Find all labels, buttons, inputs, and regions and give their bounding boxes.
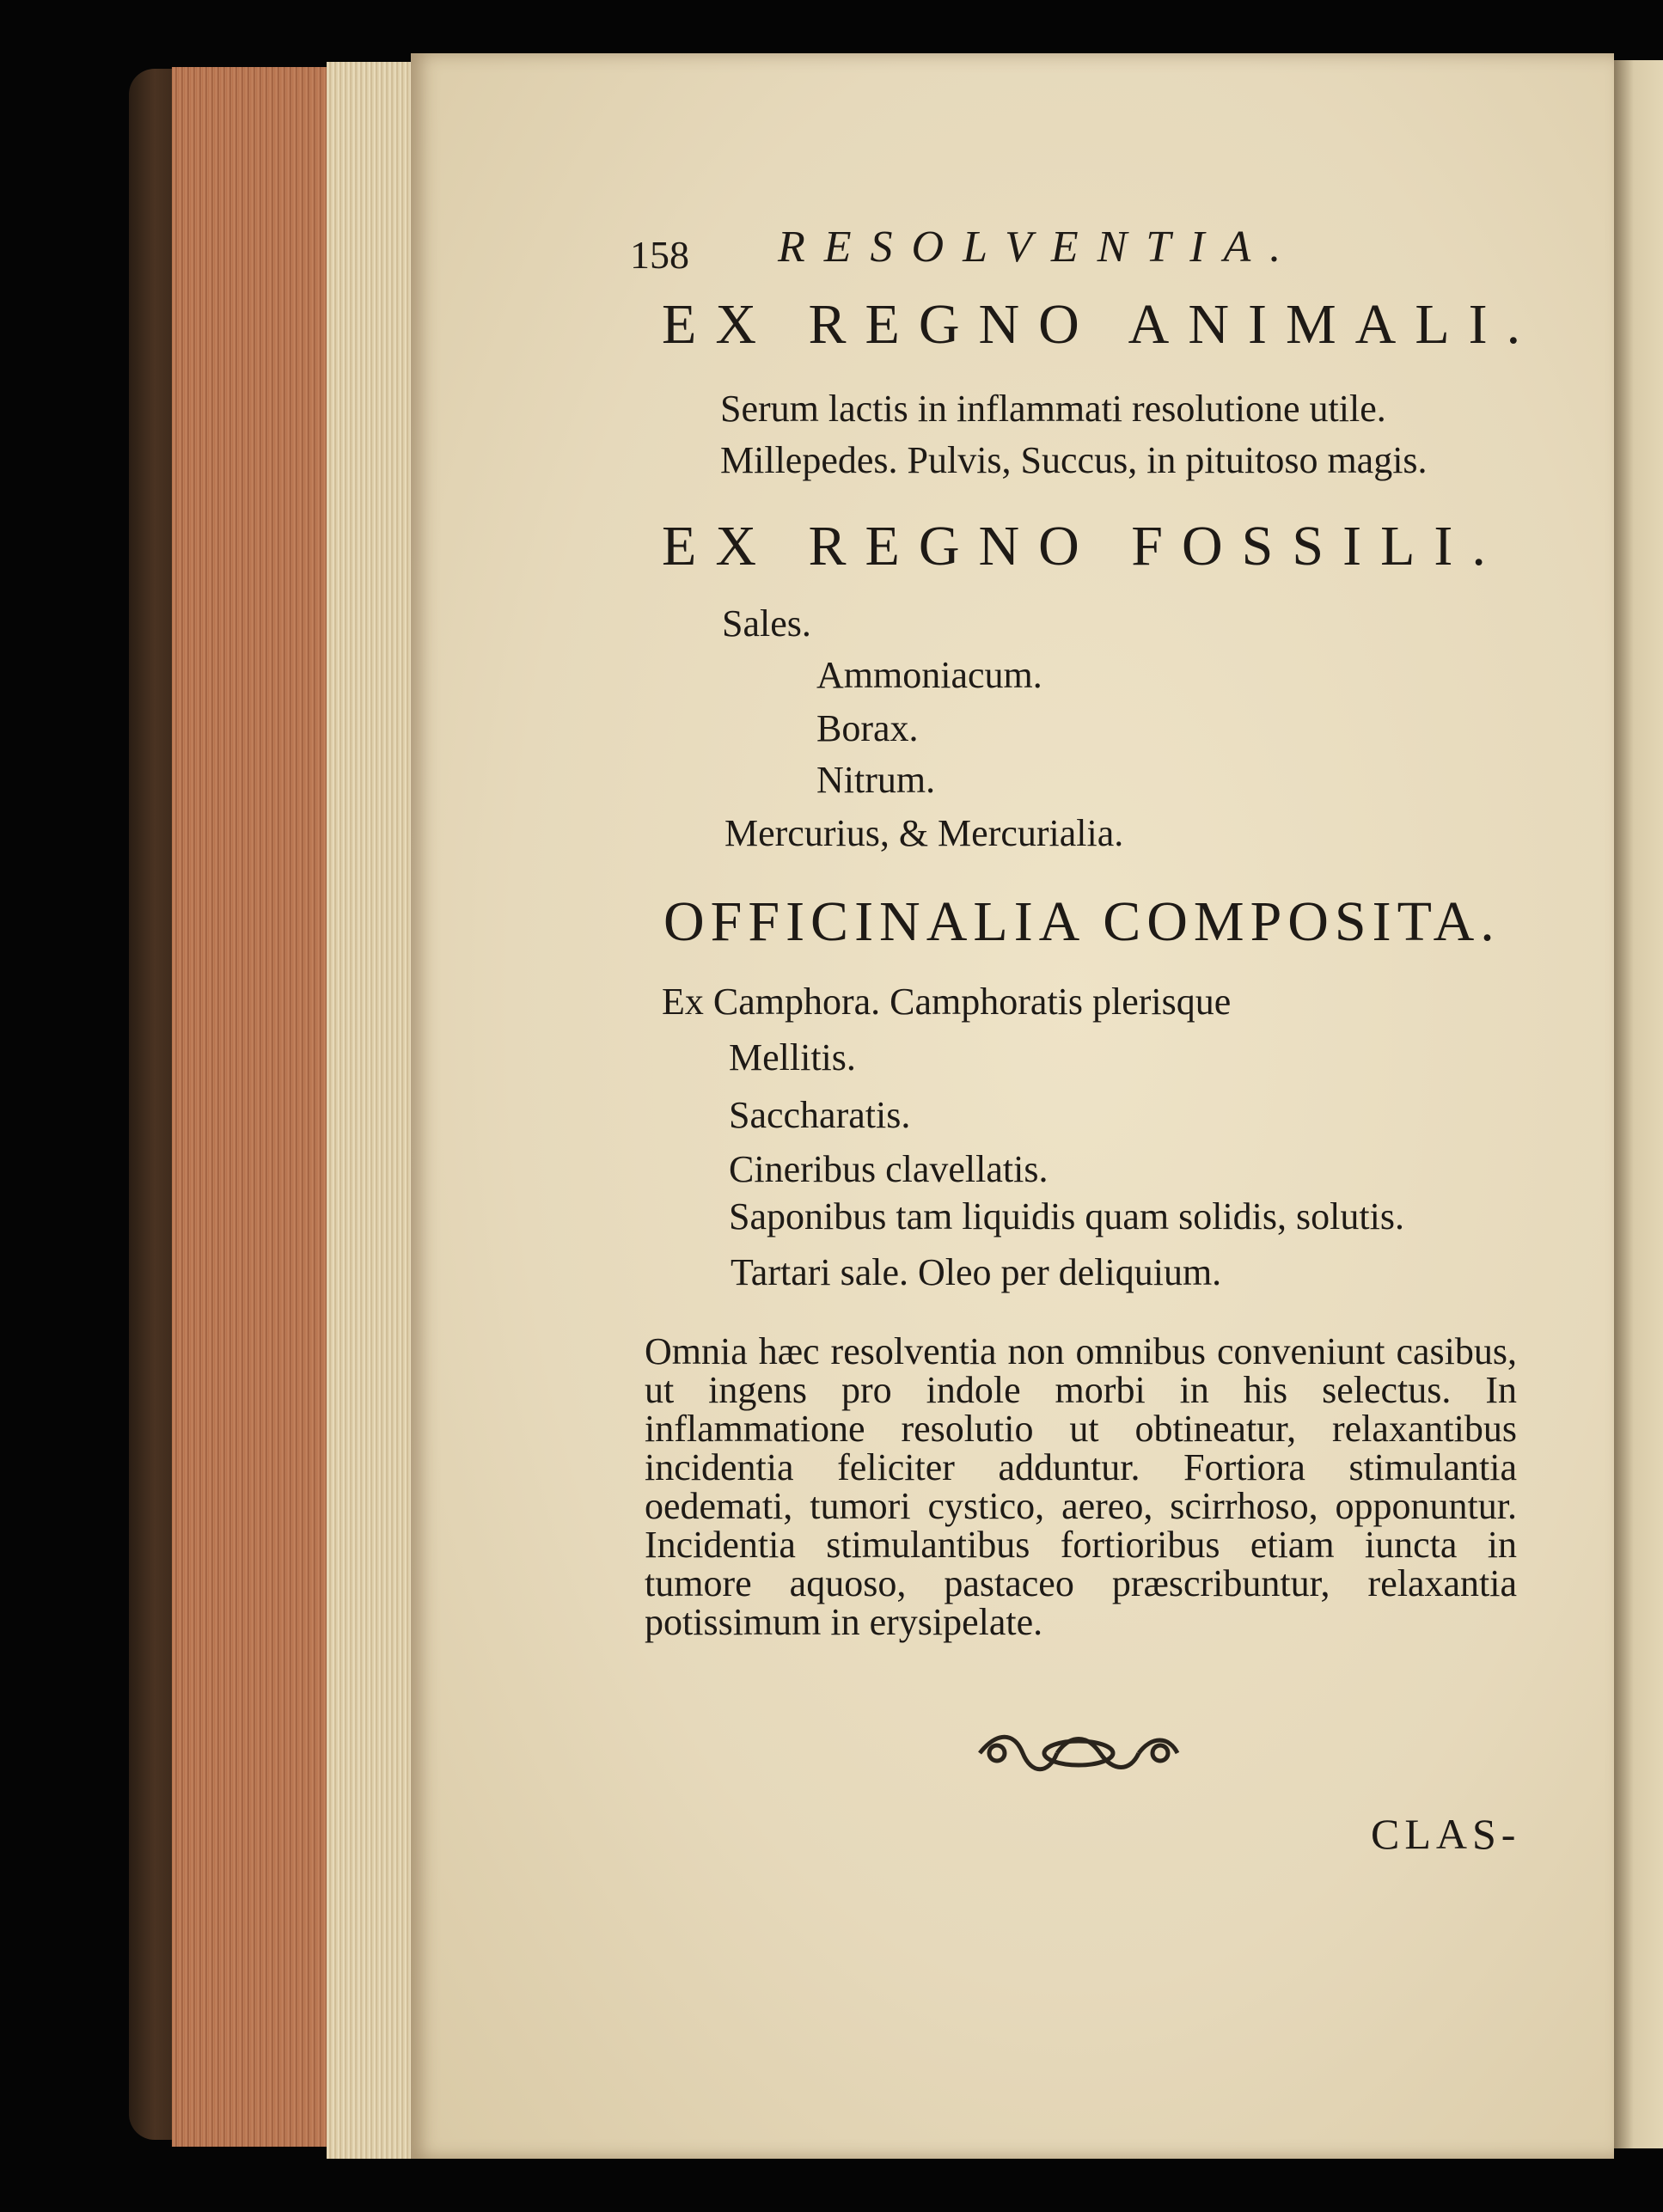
animal-line-1: Serum lactis in inflammati resolutione utile. xyxy=(720,388,1386,430)
animal-line-2: Millepedes. Pulvis, Succus, in pituitoso magis. xyxy=(720,439,1428,481)
section-heading-animal: EX REGNO ANIMALI. xyxy=(662,293,1540,356)
fossil-line-sales: Sales. xyxy=(722,602,811,645)
officinal-line-1: Ex Camphora. Camphoratis plerisque xyxy=(662,981,1232,1023)
officinal-line-6: Tartari sale. Oleo per deliquium. xyxy=(731,1251,1222,1293)
ornament-icon xyxy=(971,1727,1186,1779)
officinal-line-5: Saponibus tam liquidis quam solidis, solutis. xyxy=(729,1195,1404,1237)
fossil-line-ammoniacum: Ammoniacum. xyxy=(816,654,1042,696)
running-title: RESOLVENTIA. xyxy=(778,223,1300,272)
officinal-line-3: Saccharatis. xyxy=(729,1094,911,1136)
fossil-line-borax: Borax. xyxy=(816,707,919,749)
section-heading-officinal: OFFICINALIA COMPOSITA. xyxy=(663,890,1501,953)
body-paragraph: Omnia hæc resolventia non omnibus conveniunt casibus, ut ingens pro indole morbi in his selectus. In inflammatione resolutio ut obtineatur, relaxantibus incidentia feliciter adduntur. Fortiora stimulantia oedemati, tumori cystico, aereo, scirrhoso, opponuntur. Incidentia stimulantibus fortioribus etiam iuncta in tumore aquoso, pastaceo præscribuntur, relaxantia potissimum in erysipelate. xyxy=(645,1330,1517,1643)
page-number: 158 xyxy=(630,233,689,277)
fossil-line-mercurius: Mercurius, & Mercurialia. xyxy=(725,812,1124,854)
fossil-line-nitrum: Nitrum. xyxy=(816,759,936,801)
catchword: CLAS- xyxy=(1371,1810,1521,1858)
officinal-line-2: Mellitis. xyxy=(729,1036,856,1079)
section-heading-fossil: EX REGNO FOSSILI. xyxy=(662,515,1505,577)
officinal-line-4: Cineribus clavellatis. xyxy=(729,1148,1049,1190)
